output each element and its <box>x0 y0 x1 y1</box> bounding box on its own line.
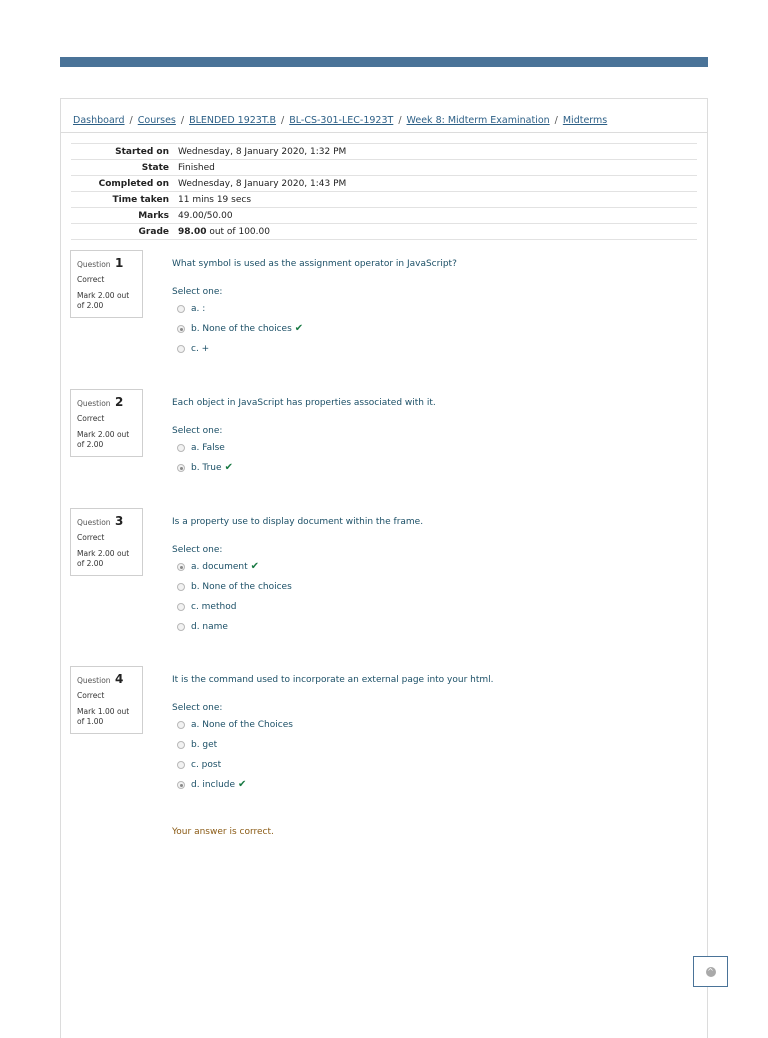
summary-row-started <box>71 144 697 160</box>
radio-button-selected[interactable] <box>177 464 185 472</box>
breadcrumb <box>73 115 703 126</box>
answer-option-b[interactable] <box>172 458 692 478</box>
radio-button-selected[interactable] <box>177 325 185 333</box>
option-label: c. post <box>191 760 222 770</box>
answer-option-a[interactable] <box>172 438 692 458</box>
answer-option-c[interactable] <box>172 597 692 617</box>
checkmark-icon: ✔ <box>294 323 304 334</box>
breadcrumb-course[interactable]: BL-CS-301-LEC-1923T <box>289 115 394 126</box>
grade-score: 98.00 <box>178 226 207 237</box>
question-text: It is the command used to incorporate an external page into your html. <box>172 675 494 685</box>
option-label: b. True <box>191 463 222 473</box>
question-mark: Mark 2.00 out of 2.00 <box>77 430 130 450</box>
question-info-4 <box>70 666 143 734</box>
question-mark: Mark 2.00 out of 2.00 <box>77 549 130 569</box>
answer-option-a[interactable] <box>172 557 692 577</box>
question-info-3 <box>70 508 143 576</box>
summary-row-completed <box>71 176 697 192</box>
question-label: Question <box>77 676 111 685</box>
answer-option-a[interactable] <box>172 299 692 319</box>
breadcrumb-separator: / <box>554 115 558 126</box>
option-label: a. : <box>191 304 206 314</box>
option-label: c. + <box>191 344 210 354</box>
question-state: Correct <box>77 413 105 423</box>
breadcrumb-dashboard[interactable]: Dashboard <box>73 115 125 126</box>
question-number: 4 <box>114 672 124 686</box>
radio-button-selected[interactable] <box>177 781 185 789</box>
checkmark-icon: ✔ <box>224 462 233 473</box>
select-one-prompt: Select one: <box>172 287 223 297</box>
question-state: Correct <box>77 532 105 542</box>
option-label: a. None of the Choices <box>191 720 293 730</box>
answer-option-d[interactable] <box>172 617 692 637</box>
breadcrumb-separator: / <box>180 115 185 126</box>
answer-option-b[interactable] <box>172 577 692 597</box>
option-label: b. get <box>191 740 218 750</box>
breadcrumb-quiz[interactable]: Midterms <box>562 115 608 126</box>
question-info-2 <box>70 389 143 457</box>
answer-option-a[interactable] <box>172 715 692 735</box>
option-label: d. name <box>191 622 228 632</box>
summary-row-time-taken <box>71 192 697 208</box>
question-body-2 <box>172 398 692 478</box>
back-to-top-button[interactable] <box>693 956 728 987</box>
breadcrumb-courses[interactable]: Courses <box>137 115 176 126</box>
summary-label: Started on <box>115 146 169 157</box>
radio-button[interactable] <box>177 761 185 769</box>
answer-option-b[interactable] <box>172 319 692 339</box>
option-label: a. document <box>191 562 248 572</box>
summary-value: 49.00/50.00 <box>178 210 233 221</box>
question-number: 2 <box>114 395 124 409</box>
question-number: 1 <box>114 256 124 270</box>
breadcrumb-separator: / <box>398 115 402 126</box>
option-label: a. False <box>191 443 225 453</box>
question-body-3 <box>172 517 692 637</box>
summary-row-grade <box>71 224 697 240</box>
question-mark: Mark 1.00 out of 1.00 <box>77 707 130 727</box>
summary-value: Wednesday, 8 January 2020, 1:43 PM <box>178 178 347 189</box>
radio-button[interactable] <box>177 345 185 353</box>
question-info-1 <box>70 250 143 318</box>
question-state: Correct <box>77 274 105 284</box>
radio-button[interactable] <box>177 583 185 591</box>
question-mark: Mark 2.00 out of 2.00 <box>77 291 130 311</box>
checkmark-icon: ✔ <box>250 561 260 572</box>
radio-button[interactable] <box>177 444 185 452</box>
select-one-prompt: Select one: <box>172 703 223 713</box>
breadcrumb-section[interactable]: Week 8: Midterm Examination <box>406 115 550 126</box>
breadcrumb-separator: / <box>281 115 285 126</box>
question-text: Each object in JavaScript has properties associated with it. <box>172 398 436 408</box>
question-body-1 <box>172 259 692 359</box>
summary-value: 11 mins 19 secs <box>178 194 252 205</box>
summary-value <box>178 224 697 240</box>
radio-button[interactable] <box>177 603 185 611</box>
question-state: Correct <box>77 690 105 700</box>
summary-value: Wednesday, 8 January 2020, 1:32 PM <box>178 146 347 157</box>
question-label: Question <box>77 260 111 269</box>
summary-label: Time taken <box>112 194 169 205</box>
summary-label: Completed on <box>98 178 169 189</box>
question-number: 3 <box>114 514 124 528</box>
summary-value: Finished <box>178 162 215 173</box>
radio-button[interactable] <box>177 741 185 749</box>
radio-button-selected[interactable] <box>177 563 185 571</box>
breadcrumb-separator: / <box>129 115 133 126</box>
breadcrumb-category[interactable]: BLENDED 1923T.B <box>189 115 277 126</box>
divider <box>61 132 707 133</box>
grade-out-of: out of 100.00 <box>206 226 270 237</box>
answer-option-d[interactable] <box>172 775 692 795</box>
question-label: Question <box>77 518 111 527</box>
answer-option-c[interactable] <box>172 755 692 775</box>
question-body-4 <box>172 675 692 795</box>
answer-option-b[interactable] <box>172 735 692 755</box>
summary-label: Grade <box>138 226 169 237</box>
summary-label: Marks <box>138 210 169 221</box>
answer-option-c[interactable] <box>172 339 692 359</box>
attempt-summary-table <box>71 143 697 240</box>
summary-row-state <box>71 160 697 176</box>
summary-row-marks <box>71 208 697 224</box>
question-text: Is a property use to display document within the frame. <box>172 517 424 527</box>
answer-feedback: Your answer is correct. <box>172 827 274 837</box>
chevron-up-icon: ^ <box>707 966 714 976</box>
question-text: What symbol is used as the assignment operator in JavaScript? <box>172 259 457 269</box>
header-bar <box>60 57 708 67</box>
option-label: c. method <box>191 602 237 612</box>
summary-label: State <box>141 162 169 173</box>
select-one-prompt: Select one: <box>172 545 223 555</box>
select-one-prompt: Select one: <box>172 426 223 436</box>
option-label: b. None of the choices <box>191 582 292 592</box>
radio-button[interactable] <box>177 305 185 313</box>
question-label: Question <box>77 399 111 408</box>
option-label: b. None of the choices <box>191 324 292 334</box>
radio-button[interactable] <box>177 721 185 729</box>
radio-button[interactable] <box>177 623 185 631</box>
option-label: d. include <box>191 780 236 790</box>
checkmark-icon: ✔ <box>238 779 247 790</box>
